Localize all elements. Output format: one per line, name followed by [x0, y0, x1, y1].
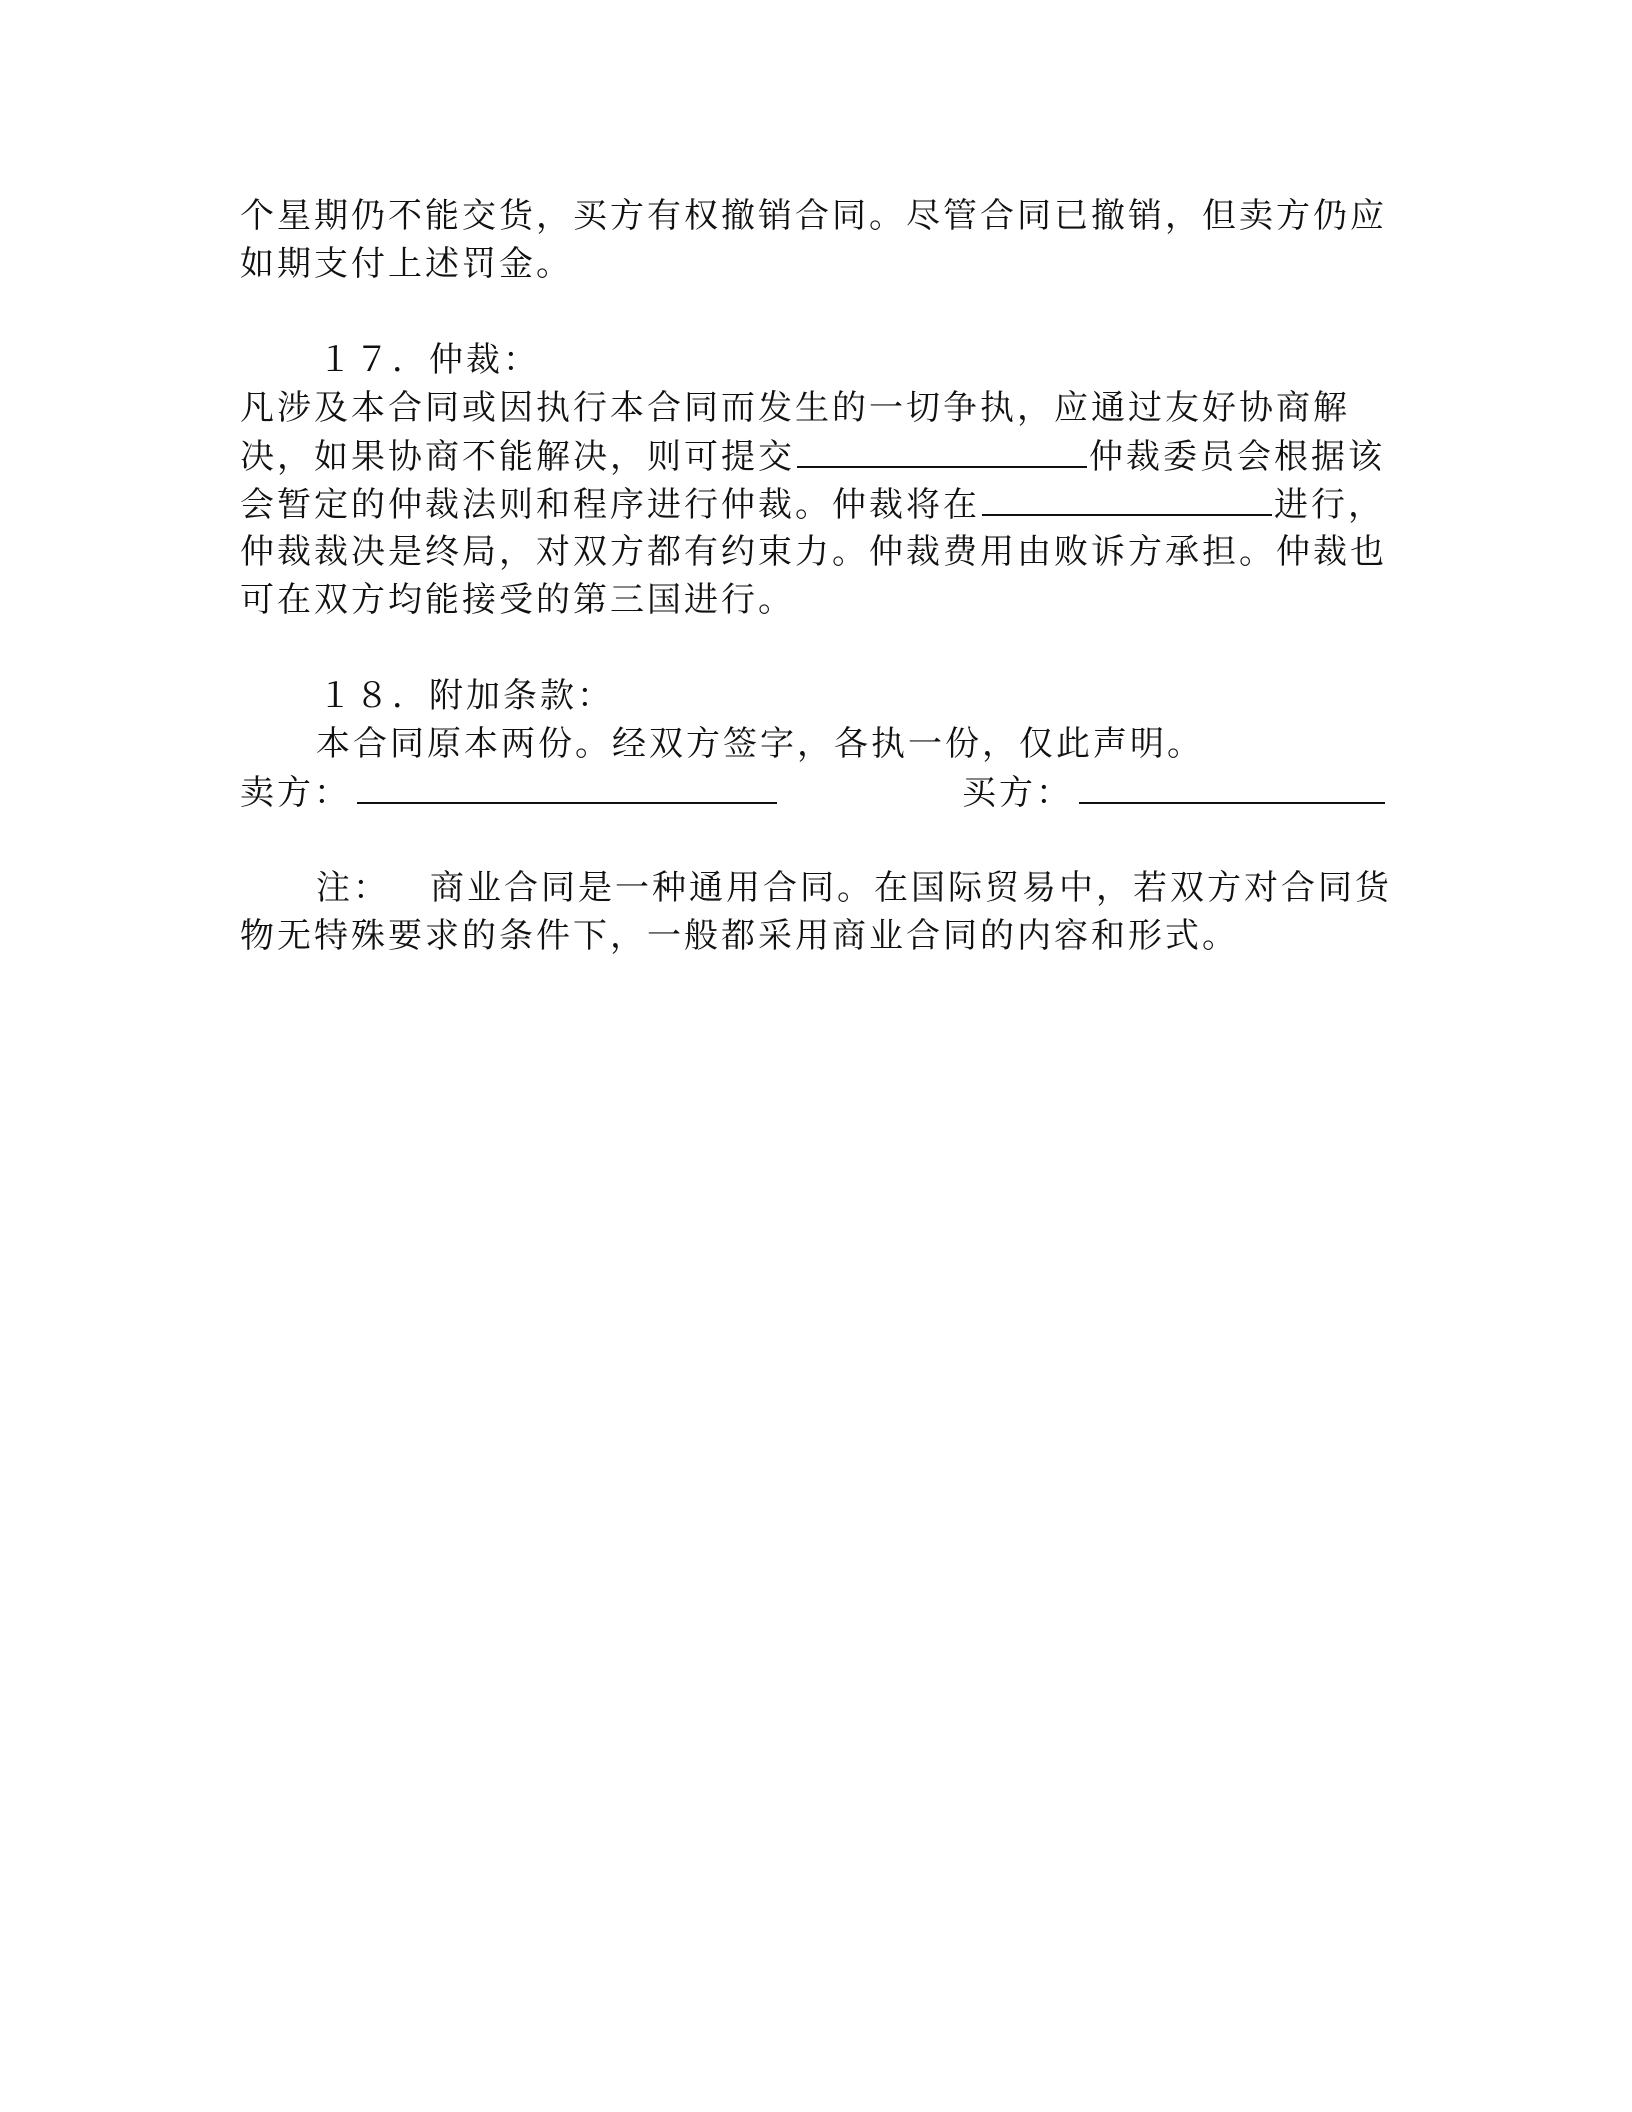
paragraph-line: 仲裁裁决是终局，对双方都有约束力。仲裁费用由败诉方承担。仲裁也 — [240, 532, 1387, 572]
signature-line-buyer — [962, 768, 1387, 816]
section-18-heading: １８．附加条款： — [318, 676, 614, 716]
section-17-heading: １７．仲裁： — [318, 340, 540, 380]
text-segment: 进行， — [1274, 485, 1385, 525]
note-line — [316, 864, 1392, 912]
paragraph-line: 可在双方均能接受的第三国进行。 — [240, 580, 795, 620]
text-segment: 仲裁委员会根据该 — [1089, 437, 1385, 477]
paragraph-line — [240, 480, 1385, 528]
paragraph-line: 凡涉及本合同或因执行本合同而发生的一切争执，应通过友好协商解 — [240, 388, 1350, 428]
fill-in-blank-arbitration-place[interactable] — [982, 480, 1272, 516]
buyer-label: 买方： — [962, 773, 1073, 813]
paragraph-line: 如期支付上述罚金。 — [240, 244, 573, 284]
paragraph-line — [240, 432, 1385, 480]
note-label: 注： — [316, 868, 390, 908]
note-line: 物无特殊要求的条件下，一般都采用商业合同的内容和形式。 — [240, 916, 1239, 956]
note-text: 商业合同是一种通用合同。在国际贸易中，若双方对合同货 — [430, 868, 1392, 908]
paragraph-line: 本合同原本两份。经双方签字，各执一份，仅此声明。 — [316, 724, 1204, 764]
signature-line-seller — [240, 768, 779, 816]
buyer-signature-blank[interactable] — [1079, 768, 1385, 804]
fill-in-blank-arbitration-commission[interactable] — [797, 432, 1087, 468]
text-segment: 决，如果协商不能解决，则可提交 — [240, 437, 795, 477]
seller-label: 卖方： — [240, 773, 351, 813]
text-segment: 会暂定的仲裁法则和程序进行仲裁。仲裁将在 — [240, 485, 980, 525]
seller-signature-blank[interactable] — [357, 768, 777, 804]
paragraph-line: 个星期仍不能交货，买方有权撤销合同。尽管合同已撤销，但卖方仍应 — [240, 196, 1387, 236]
